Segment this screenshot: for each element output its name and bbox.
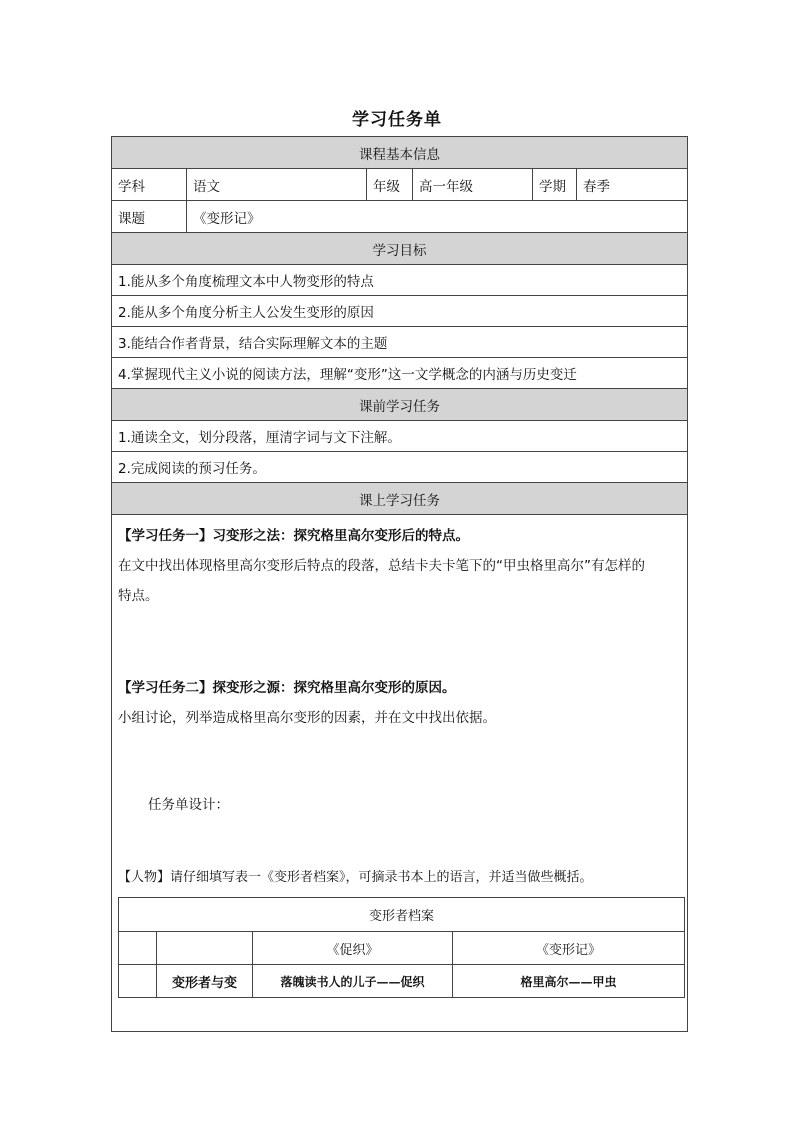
section-header-pre-class: 课前学习任务 [112, 389, 688, 421]
archive-title: 变形者档案 [119, 898, 685, 932]
objective-item: 4.掌握现代主义小说的阅读方法，理解“变形”这一文学概念的内涵与历史变迁 [112, 358, 688, 389]
page-title: 学习任务单 [352, 110, 442, 130]
subject-value: 语文 [187, 169, 367, 201]
task-sheet-table [111, 136, 688, 1032]
objective-item: 2.能从多个角度分析主人公发生变形的原因 [112, 296, 688, 327]
archive-row-label: 变形者与变 [157, 965, 253, 998]
task2-heading: 【学习任务二】探变形之源：探究格里高尔变形的原因。 [118, 680, 456, 696]
archive-bxj-value: 格里高尔——甲虫 [453, 965, 685, 998]
archive-empty-cell [157, 932, 253, 965]
archive-cuzhi-value: 落魄读书人的儿子——促织 [253, 965, 453, 998]
topic-value: 《变形记》 [187, 201, 688, 233]
objective-item: 1.能从多个角度梳理文本中人物变形的特点 [112, 265, 688, 296]
grade-value: 高一年级 [413, 169, 533, 201]
subject-label: 学科 [112, 169, 187, 201]
pre-task-item: 1.通读全文，划分段落，厘清字词与文下注解。 [112, 421, 688, 452]
people-note: 【人物】请仔细填写表一《变形者档案》，可摘录书本上的语言，并适当做些概括。 [118, 870, 593, 885]
task1-body-line1: 在文中找出体现格里高尔变形后特点的段落，总结卡夫卡笔下的“甲虫格里高尔”有怎样的 [118, 558, 645, 574]
archive-table [118, 897, 685, 998]
archive-empty-cell [119, 965, 157, 998]
section-header-objectives: 学习目标 [112, 233, 688, 265]
pre-task-item: 2.完成阅读的预习任务。 [112, 452, 688, 483]
section-header-in-class: 课上学习任务 [112, 483, 688, 515]
archive-col-cuzhi: 《促织》 [253, 932, 453, 965]
term-label: 学期 [533, 169, 577, 201]
objective-item: 3.能结合作者背景，结合实际理解文本的主题 [112, 327, 688, 358]
task2-body: 小组讨论，列举造成格里高尔变形的因素，并在文中找出依据。 [118, 710, 496, 726]
design-label: 任务单设计： [148, 797, 229, 813]
grade-label: 年级 [367, 169, 413, 201]
archive-empty-cell [119, 932, 157, 965]
term-value: 春季 [577, 169, 688, 201]
archive-col-bianxingji: 《变形记》 [453, 932, 685, 965]
in-class-task-cell [112, 515, 688, 1032]
task1-heading: 【学习任务一】习变形之法：探究格里高尔变形后的特点。 [118, 528, 469, 544]
topic-label: 课题 [112, 201, 187, 233]
task1-body-line2: 特点。 [118, 588, 159, 604]
section-header-basic-info: 课程基本信息 [112, 137, 688, 169]
